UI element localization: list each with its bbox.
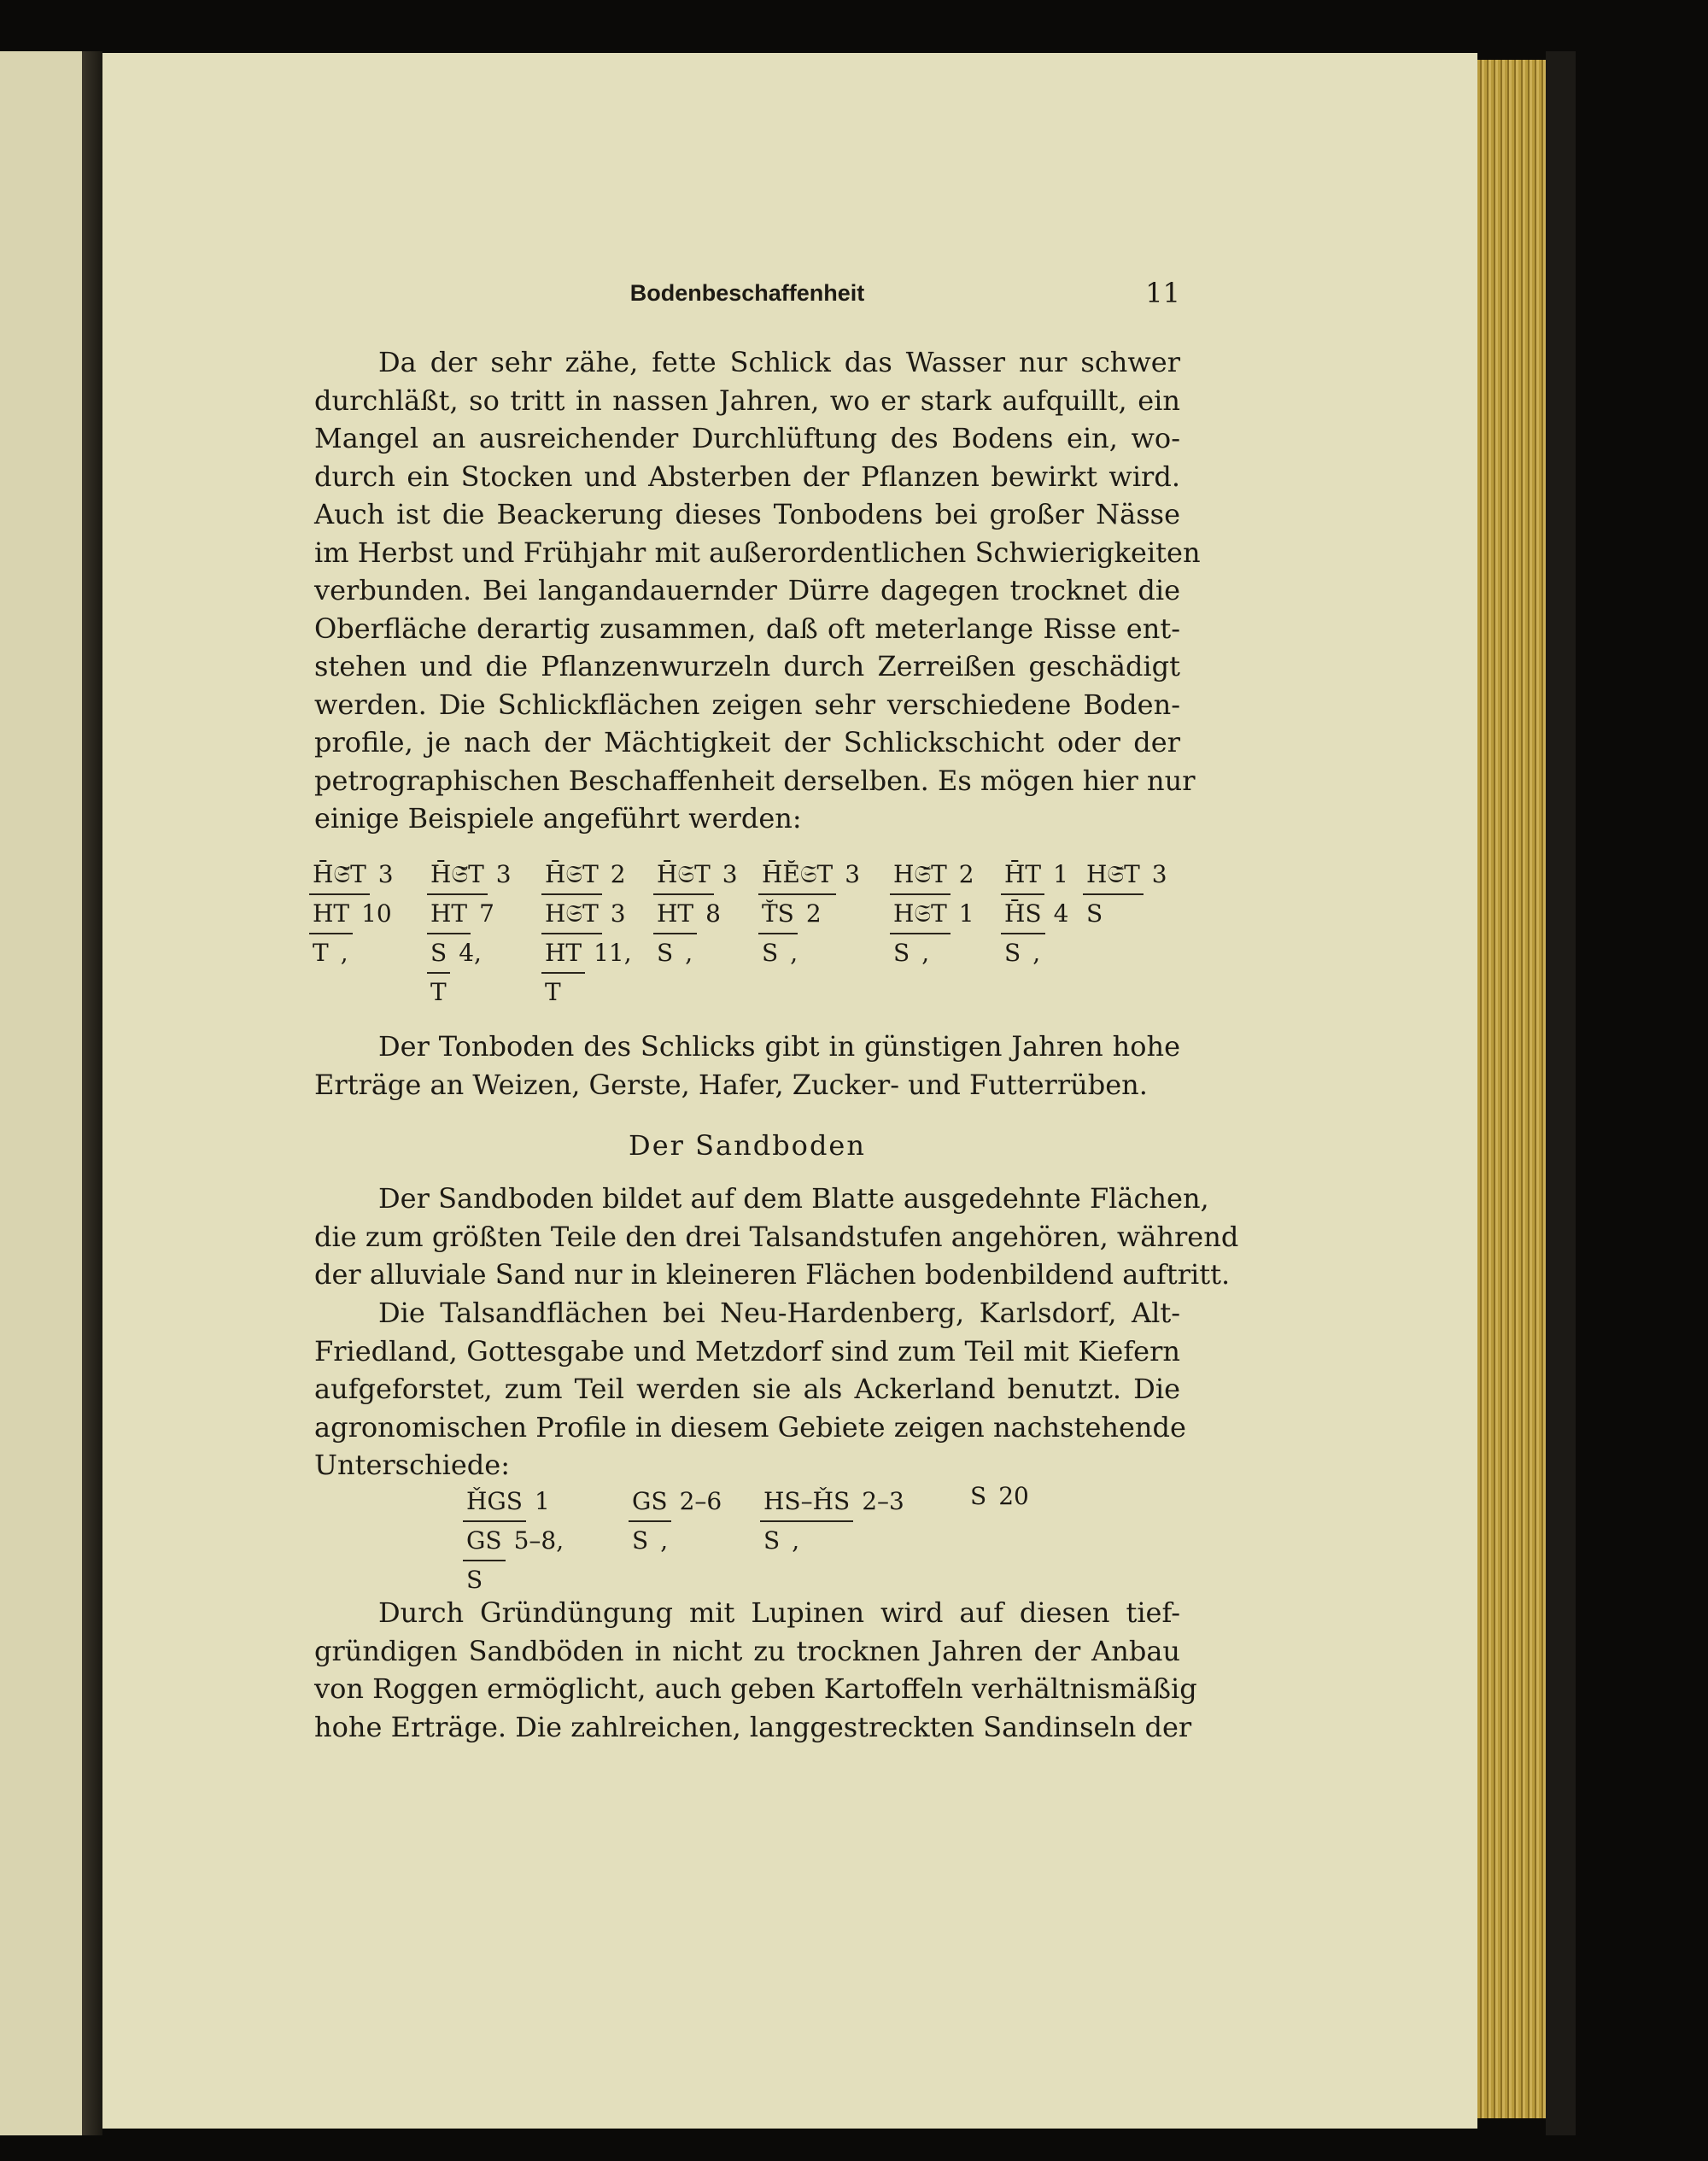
layer-symbol: T bbox=[313, 939, 329, 967]
layer-thickness: 11, bbox=[594, 939, 632, 967]
text-line: verbunden. Bei langandauernder Dürre dagegen trocknet die bbox=[314, 574, 1180, 606]
layer-symbol: H̄𝔖T bbox=[653, 856, 714, 895]
text-line: Die Talsandflächen bei Neu-Hardenberg, Karlsdorf, Alt- bbox=[378, 1297, 1180, 1329]
layer-thickness: 2–3 bbox=[862, 1487, 904, 1515]
soil-profile bbox=[463, 1483, 564, 1599]
layer-thickness: 3 bbox=[495, 860, 512, 888]
profile-layer bbox=[427, 934, 512, 974]
soil-profile bbox=[541, 856, 632, 1011]
text-line: Erträge an Weizen, Gerste, Hafer, Zucker- und Futterrüben. bbox=[314, 1068, 1148, 1101]
paragraph-2 bbox=[314, 1028, 1180, 1104]
layer-thickness: , bbox=[790, 939, 798, 967]
layer-symbol: H𝔖T bbox=[890, 895, 951, 934]
layer-symbol: S bbox=[632, 1526, 649, 1555]
layer-symbol: H̄𝔖̆T bbox=[309, 856, 370, 895]
soil-profile bbox=[309, 856, 394, 972]
layer-thickness: 3 bbox=[845, 860, 861, 888]
layer-symbol: H̄T bbox=[1001, 856, 1044, 895]
text-line: hohe Erträge. Die zahlreichen, langgestreckten Sandinseln der bbox=[314, 1710, 1192, 1743]
text-line: Mangel an ausreichender Durchlüftung des Bodens ein, wo- bbox=[314, 422, 1180, 454]
layer-thickness: 8 bbox=[705, 899, 721, 928]
profile-layer bbox=[309, 856, 394, 895]
profile-layer bbox=[758, 895, 860, 934]
layer-symbol: GS bbox=[629, 1483, 671, 1522]
layer-symbol: S bbox=[427, 934, 450, 974]
running-title: Bodenbeschaffenheit bbox=[629, 280, 865, 306]
layer-symbol: GS bbox=[463, 1522, 506, 1561]
layer-thickness: , bbox=[660, 1526, 669, 1555]
soil-profile bbox=[967, 1478, 1029, 1515]
book-cover bbox=[1546, 51, 1576, 2135]
section-title: Der Sandboden bbox=[629, 1129, 866, 1162]
text-line: werden. Die Schlickflächen zeigen sehr verschiedene Boden- bbox=[314, 688, 1180, 721]
text-line: aufgeforstet, zum Teil werden sie als Ackerland benutzt. Die bbox=[314, 1373, 1180, 1405]
profile-layer bbox=[427, 895, 512, 934]
layer-symbol: T bbox=[545, 978, 561, 1006]
profile-layer bbox=[890, 895, 974, 934]
profile-layer bbox=[1083, 895, 1167, 933]
layer-symbol: T̆S bbox=[758, 895, 798, 934]
layer-symbol: HT bbox=[653, 895, 697, 934]
paragraph-4 bbox=[314, 1294, 1186, 1485]
text-line: stehen und die Pflanzenwurzeln durch Zerreißen geschädigt bbox=[314, 650, 1180, 682]
soil-profile bbox=[1083, 856, 1167, 933]
text-line: Der Sandboden bildet auf dem Blatte ausgedehnte Flächen, bbox=[378, 1182, 1209, 1215]
profile-layer bbox=[760, 1522, 904, 1560]
layer-symbol: H̄𝔖T bbox=[541, 856, 602, 895]
layer-symbol: H𝔖̄T bbox=[890, 856, 951, 895]
text-line: im Herbst und Frühjahr mit außerordentlichen Schwierigkeiten bbox=[314, 536, 1201, 569]
layer-thickness: 10 bbox=[361, 899, 392, 928]
layer-thickness: 7 bbox=[479, 899, 494, 928]
text-line: Da der sehr zähe, fette Schlick das Wasser nur schwer bbox=[378, 346, 1180, 378]
layer-thickness: 3 bbox=[610, 899, 626, 928]
profile-layer bbox=[541, 895, 632, 934]
text-line: Der Tonboden des Schlicks gibt in günstigen Jahren hohe bbox=[378, 1030, 1180, 1063]
layer-symbol: S bbox=[762, 939, 779, 967]
layer-thickness: 2–6 bbox=[679, 1487, 722, 1515]
layer-symbol: S bbox=[763, 1526, 781, 1555]
layer-thickness: , bbox=[340, 939, 348, 967]
layer-symbol: HT bbox=[427, 895, 471, 934]
layer-thickness: 1 bbox=[534, 1487, 550, 1515]
profile-layer bbox=[427, 856, 512, 895]
layer-thickness: 5–8, bbox=[513, 1526, 564, 1555]
profile-layer bbox=[309, 934, 394, 972]
layer-thickness: , bbox=[1032, 939, 1041, 967]
profile-layer bbox=[653, 895, 738, 934]
profile-layer bbox=[463, 1522, 564, 1561]
soil-profile bbox=[427, 856, 512, 1011]
layer-symbol: H𝔖T bbox=[541, 895, 602, 934]
layer-symbol: S bbox=[893, 939, 910, 967]
profile-layer bbox=[890, 934, 974, 972]
left-page-edge bbox=[0, 51, 85, 2135]
layer-symbol: H̄𝔖̆T bbox=[427, 856, 488, 895]
layer-symbol: T bbox=[430, 978, 447, 1006]
layer-symbol: S bbox=[657, 939, 674, 967]
profile-layer bbox=[1001, 856, 1068, 895]
layer-thickness: , bbox=[921, 939, 930, 967]
profile-layer bbox=[890, 856, 974, 895]
profile-layer bbox=[629, 1522, 722, 1560]
profile-layer bbox=[653, 856, 738, 895]
layer-thickness: , bbox=[792, 1526, 800, 1555]
layer-thickness: 20 bbox=[998, 1482, 1029, 1510]
layer-symbol: HT bbox=[309, 895, 353, 934]
text-line: agronomischen Profile in diesem Gebiete zeigen nachstehende bbox=[314, 1410, 1186, 1444]
text-line: Friedland, Gottesgabe und Metzdorf sind zum Teil mit Kiefern bbox=[314, 1334, 1180, 1367]
layer-symbol: ȞGS bbox=[463, 1483, 526, 1522]
layer-symbol: S bbox=[970, 1482, 987, 1510]
layer-thickness: 4, bbox=[459, 939, 482, 967]
layer-thickness: 4 bbox=[1053, 899, 1069, 928]
profile-layer bbox=[541, 856, 632, 895]
text-line: Auch ist die Beackerung dieses Tonbodens bei großer Nässe bbox=[314, 498, 1180, 530]
layer-thickness: 2 bbox=[805, 899, 822, 928]
soil-profile bbox=[760, 1483, 904, 1560]
layer-symbol: HS–ȞS bbox=[760, 1483, 853, 1522]
text-line: einige Beispiele angeführt werden: bbox=[314, 802, 802, 835]
soil-profile bbox=[1001, 856, 1068, 972]
soil-profile bbox=[758, 856, 860, 972]
soil-profile bbox=[890, 856, 974, 972]
layer-thickness: 3 bbox=[377, 860, 394, 888]
layer-symbol: H̄Ĕ𝔖T bbox=[758, 856, 836, 895]
profile-layer bbox=[967, 1478, 1029, 1515]
text-line: profile, je nach der Mächtigkeit der Schlickschicht oder der bbox=[314, 726, 1180, 758]
layer-thickness: 1 bbox=[958, 899, 974, 928]
page-number: 11 bbox=[1145, 277, 1180, 309]
profile-layer bbox=[541, 934, 632, 974]
profile-layer bbox=[463, 1483, 564, 1522]
text-line: der alluviale Sand nur in kleineren Flächen bodenbildend auftritt. bbox=[314, 1258, 1231, 1291]
layer-symbol: HT bbox=[541, 934, 585, 974]
profile-layer bbox=[1083, 856, 1167, 895]
text-line: Oberfläche derartig zusammen, daß oft meterlange Risse ent- bbox=[314, 612, 1180, 645]
layer-thickness: 2 bbox=[958, 860, 974, 888]
layer-thickness: 2 bbox=[610, 860, 626, 888]
profile-layer bbox=[309, 895, 394, 934]
text-line: durchläßt, so tritt in nassen Jahren, wo er stark aufquillt, ein bbox=[314, 384, 1180, 417]
book-gutter bbox=[82, 51, 102, 2135]
layer-symbol: H̄S bbox=[1001, 895, 1045, 934]
text-line: die zum größten Teile den drei Talsandstufen angehören, während bbox=[314, 1220, 1239, 1253]
soil-profile bbox=[653, 856, 738, 972]
paragraph-3 bbox=[314, 1180, 1239, 1294]
layer-symbol: S bbox=[1086, 899, 1103, 928]
layer-thickness: 3 bbox=[722, 860, 738, 888]
text-line: gründigen Sandböden in nicht zu trocknen Jahren der Anbau bbox=[314, 1634, 1180, 1667]
profile-layer bbox=[758, 934, 860, 972]
profile-layer bbox=[427, 974, 512, 1011]
layer-symbol: S bbox=[1004, 939, 1021, 967]
profile-layer bbox=[1001, 895, 1068, 934]
profile-layer bbox=[541, 974, 632, 1011]
text-line: Durch Gründüngung mit Lupinen wird auf diesen tief- bbox=[378, 1596, 1180, 1629]
soil-profile bbox=[629, 1483, 722, 1560]
layer-symbol: H𝔖̄T bbox=[1083, 856, 1144, 895]
text-line: Unterschiede: bbox=[314, 1449, 510, 1481]
profile-layer bbox=[629, 1483, 722, 1522]
text-line: von Roggen ermöglicht, auch geben Kartoffeln verhältnismäßig bbox=[314, 1672, 1197, 1705]
profile-layer bbox=[653, 934, 738, 972]
text-line: petrographischen Beschaffenheit derselben. Es mögen hier nur bbox=[314, 764, 1196, 797]
profile-layer bbox=[760, 1483, 904, 1522]
paragraph-1 bbox=[314, 343, 1201, 838]
text-line: durch ein Stocken und Absterben der Pflanzen bewirkt wird. bbox=[314, 460, 1180, 493]
layer-thickness: , bbox=[685, 939, 693, 967]
paragraph-5 bbox=[314, 1594, 1197, 1746]
layer-symbol: S bbox=[466, 1566, 483, 1594]
page-edges bbox=[1477, 60, 1546, 2118]
layer-thickness: 3 bbox=[1151, 860, 1167, 888]
layer-thickness: 1 bbox=[1053, 860, 1068, 888]
profile-layer bbox=[758, 856, 860, 895]
profile-layer bbox=[1001, 934, 1068, 972]
